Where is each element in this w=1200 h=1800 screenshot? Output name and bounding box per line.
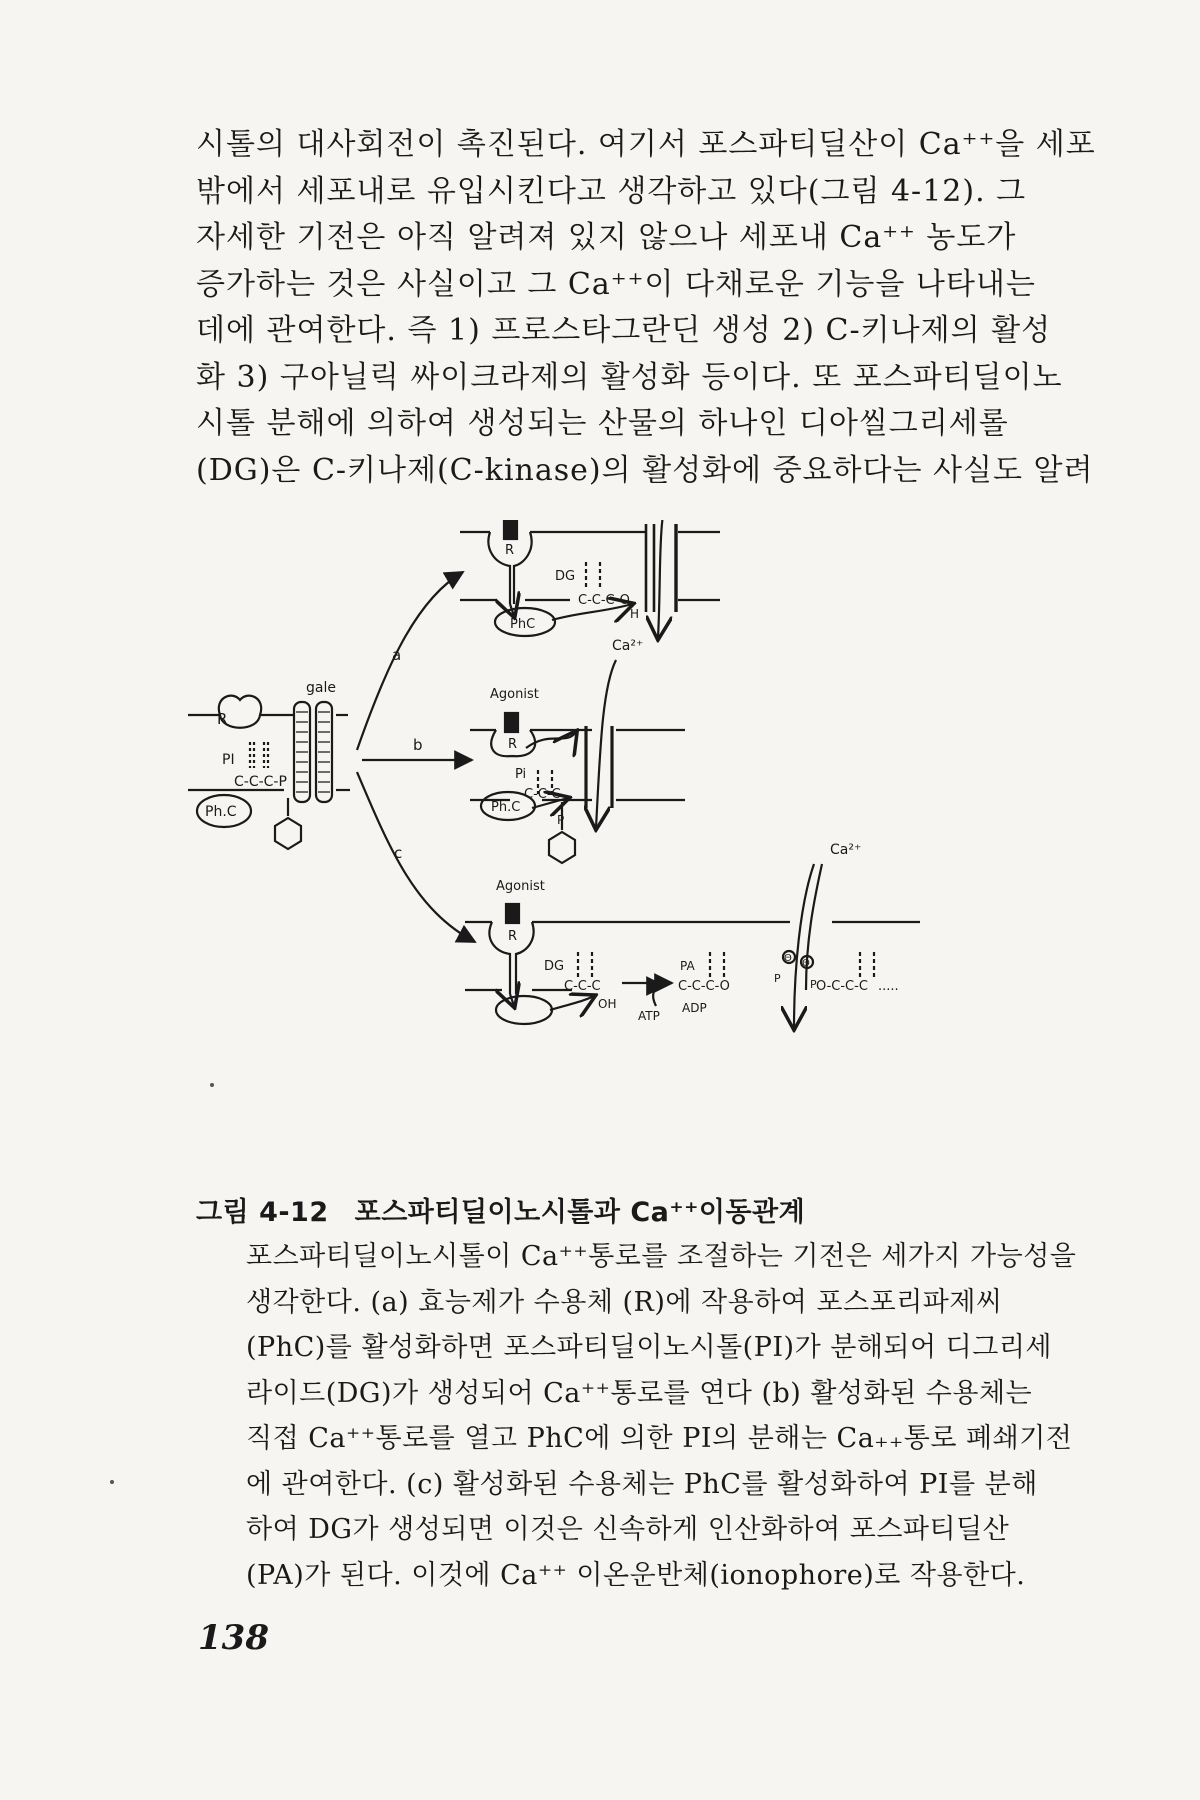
pathway-c-arrow: [357, 772, 475, 942]
body-line: 밖에서 세포내로 유입시킨다고 생각하고 있다(그림 4-12). 그: [196, 173, 1027, 209]
body-line: 자세한 기전은 아직 알려져 있지 않으나 세포내 Ca⁺⁺ 농도가: [196, 220, 1017, 255]
body-line: 증가하는 것은 사실이고 그 Ca⁺⁺이 다채로운 기능을 나타내는: [196, 266, 1036, 302]
panel-c-agonist-label: Agonist: [496, 879, 545, 894]
panel-c-pa-chain-label: C-C-C-O: [678, 979, 730, 994]
panel-a: [460, 520, 720, 638]
panel-c-dots-label: .....: [878, 979, 899, 994]
panel-c-p2-label: P: [810, 978, 817, 991]
panel-b-pi-label: Pi: [515, 767, 527, 782]
figure-caption-title: [196, 1190, 805, 1229]
gate-label: gale: [306, 680, 336, 696]
body-paragraph: [196, 122, 1096, 494]
panel-b-receptor-label: R: [508, 737, 518, 752]
body-line: 시톨의 대사회전이 촉진된다. 여기서 포스파티딜산이 Ca⁺⁺을 세포: [196, 127, 1096, 162]
pathway-b-label: b: [413, 736, 423, 754]
pathway-c-label: c: [394, 844, 403, 862]
panel-c-chain2-label: O-C-C-C: [816, 979, 868, 994]
panel-c-minus1-label: Θ: [784, 953, 792, 964]
pathway-a-arrow: [357, 572, 463, 750]
panel-b-agonist-label: Agonist: [490, 687, 539, 702]
scan-speck: [210, 1083, 214, 1087]
caption-line: 에 관여한다. (c) 활성화된 수용체는 PhC를 활성화하여 PI를 분해: [246, 1468, 1038, 1500]
panel-c-ca-label: Ca²⁺: [830, 842, 862, 858]
panel-c-minus2-label: Θ: [802, 958, 810, 969]
caption-line: 하여 DG가 생성되면 이것은 신속하게 인산화하여 포스파티딜산: [246, 1514, 1010, 1545]
figure-4-12-diagram: [180, 520, 1060, 1180]
gate-channel: [294, 702, 332, 802]
figure-title: 포스파티딜이노시톨과 Ca⁺⁺이동관계: [354, 1197, 806, 1228]
left-cell: [188, 696, 350, 849]
caption-line: 포스파티딜이노시톨이 Ca⁺⁺통로를 조절하는 기전은 세가지 가능성을: [246, 1241, 1077, 1272]
panel-c-adp-label: ADP: [682, 1001, 707, 1015]
left-chain-label: C-C-C-P: [234, 774, 287, 790]
left-receptor-label: R: [217, 710, 228, 728]
body-line: 데에 관여한다. 즉 1) 프로스타그란딘 생성 2) C-키나제의 활성: [196, 313, 1052, 348]
panel-a-phc-label: PhC: [510, 617, 536, 632]
panel-c-chain-label: C-C-C: [564, 979, 601, 994]
panel-c-atp-label: ATP: [638, 1009, 660, 1023]
figure-number: 그림 4-12: [196, 1197, 329, 1228]
panel-c-oh-label: OH: [598, 997, 617, 1011]
panel-c-dg-label: DG: [544, 959, 565, 974]
panel-a-receptor-label: R: [505, 543, 515, 558]
body-line: 화 3) 구아닐릭 싸이크라제의 활성화 등이다. 또 포스파티딜이노: [196, 359, 1063, 395]
body-line: (DG)은 C-키나제(C-kinase)의 활성화에 중요하다는 사실도 알려: [196, 452, 1094, 488]
caption-line: 생각한다. (a) 효능제가 수용체 (R)에 작용하여 포스포리파제씨: [246, 1286, 1003, 1318]
figure-caption-body: [246, 1234, 1077, 1598]
caption-line: 라이드(DG)가 생성되어 Ca⁺⁺통로를 연다 (b) 활성화된 수용체는: [246, 1377, 1033, 1409]
panel-a-chain-label: C-C-C-O: [578, 593, 630, 608]
panel-b-chain-label: C-C-C: [524, 787, 561, 802]
panel-b-p-label: P: [557, 813, 565, 827]
caption-line: (PhC)를 활성화하면 포스파티딜이노시톨(PI)가 분해되어 디그리세: [246, 1332, 1052, 1363]
panel-b-ca-label: Ca²⁺: [612, 638, 644, 654]
pathway-a-label: a: [392, 646, 402, 664]
left-phc-label: Ph.C: [205, 804, 237, 820]
left-pi-label: PI: [222, 752, 235, 768]
pi-calcium-diagram: [180, 520, 1060, 1180]
panel-b-phc-label: Ph.C: [491, 800, 521, 815]
scan-speck: [110, 1480, 114, 1484]
panel-c-receptor-label: R: [508, 929, 518, 944]
panel-a-dg-label: DG: [555, 569, 576, 584]
page-number: 138: [198, 1618, 269, 1658]
body-line: 시톨 분해에 의하여 생성되는 산물의 하나인 디아씰그리세롤: [196, 406, 1009, 441]
caption-line: (PA)가 된다. 이것에 Ca⁺⁺ 이온운반체(ionophore)로 작용한다.: [246, 1559, 1026, 1591]
panel-c-pa-label: PA: [680, 959, 695, 973]
caption-line: 직접 Ca⁺⁺통로를 열고 PhC에 의한 PI의 분해는 Ca₊₊통로 폐쇄기전: [246, 1423, 1073, 1454]
panel-c-p1-label: P: [774, 972, 781, 985]
panel-a-h-label: H: [630, 607, 640, 621]
